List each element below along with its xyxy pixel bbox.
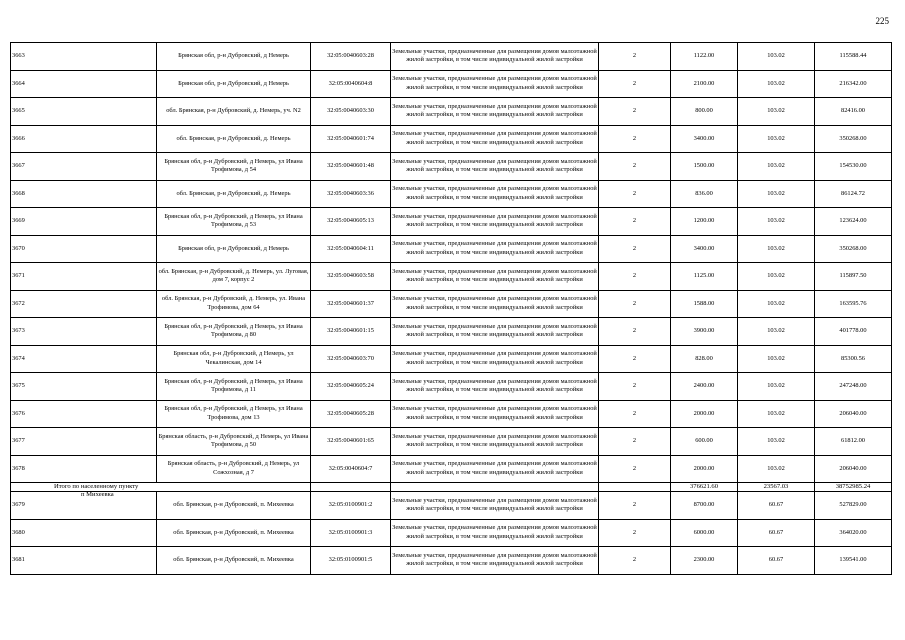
address-cell: Брянская обл, р-н Дубровский, д Немерь, ул Ивана Трофимова, д 80 (157, 318, 311, 346)
area-cell: 8700.00 (671, 492, 738, 520)
table-row (11, 519, 892, 547)
cadastral-number-cell: 32:05:0040603:58 (311, 263, 391, 291)
land-purpose-cell: Земельные участки, предназначенные для размещения домов малоэтажной жилой застройки, в том числе индивидуальной жилой застройки (391, 373, 599, 401)
table-row (11, 318, 892, 346)
specific-value-cell: 103.02 (738, 400, 815, 428)
total-empty-cell (311, 483, 391, 492)
address-cell: обл. Брянская, р-н Дубровский, д. Немерь (157, 125, 311, 153)
group-cell: 2 (599, 125, 671, 153)
area-cell: 600.00 (671, 428, 738, 456)
total-empty-cell (599, 483, 671, 492)
land-purpose-cell: Земельные участки, предназначенные для размещения домов малоэтажной жилой застройки, в том числе индивидуальной жилой застройки (391, 43, 599, 71)
row-number-cell: 3673 (11, 318, 157, 346)
address-cell: Брянская обл, р-н Дубровский, д Немерь, ул Ивана Трофимова, дом 13 (157, 400, 311, 428)
cadastral-value-cell: 86124.72 (815, 180, 892, 208)
land-purpose-cell: Земельные участки, предназначенные для размещения домов малоэтажной жилой застройки, в том числе индивидуальной жилой застройки (391, 318, 599, 346)
cadastral-value-cell: 216342.00 (815, 70, 892, 98)
specific-value-cell: 103.02 (738, 208, 815, 236)
cadastral-number-cell: 32:05:0040604:8 (311, 70, 391, 98)
area-cell: 3400.00 (671, 125, 738, 153)
land-purpose-cell: Земельные участки, предназначенные для размещения домов малоэтажной жилой застройки, в том числе индивидуальной жилой застройки (391, 125, 599, 153)
specific-value-cell: 103.02 (738, 373, 815, 401)
table-row (11, 98, 892, 126)
land-purpose-cell: Земельные участки, предназначенные для размещения домов малоэтажной жилой застройки, в том числе индивидуальной жилой застройки (391, 428, 599, 456)
row-number-cell: 3668 (11, 180, 157, 208)
total-label-cell (11, 483, 311, 492)
address-cell: Брянская обл, р-н Дубровский, д Немерь, ул Ивана Трофимова, д 53 (157, 208, 311, 236)
cadastral-number-cell: 32:05:0040603:36 (311, 180, 391, 208)
cadastral-number-cell: 32:05:0040605:24 (311, 373, 391, 401)
land-purpose-cell: Земельные участки, предназначенные для размещения домов малоэтажной жилой застройки, в том числе индивидуальной жилой застройки (391, 180, 599, 208)
group-cell: 2 (599, 290, 671, 318)
row-number-cell: 3666 (11, 125, 157, 153)
address-cell: обл. Брянская, р-н Дубровский, п. Михеевка (157, 492, 311, 520)
cadastral-number-cell: 32:05:0040605:13 (311, 208, 391, 236)
group-cell: 2 (599, 153, 671, 181)
row-number-cell: 3663 (11, 43, 157, 71)
area-cell: 3900.00 (671, 318, 738, 346)
address-cell: обл. Брянская, р-н Дубровский, д. Немерь, уч. N2 (157, 98, 311, 126)
area-cell: 3400.00 (671, 235, 738, 263)
area-cell: 2000.00 (671, 455, 738, 483)
table-row (11, 235, 892, 263)
address-cell: обл. Брянская, р-н Дубровский, п. Михеевка (157, 519, 311, 547)
table-row (11, 400, 892, 428)
address-cell: Брянская область, р-н Дубровский, д Немерь, ул Сожхозная, д 7 (157, 455, 311, 483)
cadastral-number-cell: 32:05:0100901:5 (311, 547, 391, 575)
specific-value-cell: 103.02 (738, 70, 815, 98)
address-cell: Брянская обл, р-н Дубровский, д Немерь (157, 43, 311, 71)
cadastral-number-cell: 32:05:0040601:15 (311, 318, 391, 346)
specific-value-cell: 60.67 (738, 519, 815, 547)
specific-value-cell: 103.02 (738, 153, 815, 181)
row-number-cell: 3671 (11, 263, 157, 291)
specific-value-cell: 103.02 (738, 345, 815, 373)
row-number-cell: 3678 (11, 455, 157, 483)
total-label: Итого по населенному пункту (54, 483, 139, 490)
group-cell: 2 (599, 400, 671, 428)
row-number-cell: 3680 (11, 519, 157, 547)
area-cell: 1200.00 (671, 208, 738, 236)
land-purpose-cell: Земельные участки, предназначенные для размещения домов малоэтажной жилой застройки, в том числе индивидуальной жилой застройки (391, 208, 599, 236)
group-cell: 2 (599, 455, 671, 483)
table-row (11, 373, 892, 401)
row-number-cell (11, 492, 157, 520)
cadastral-value-cell: 115588.44 (815, 43, 892, 71)
cadastral-value-cell: 154530.00 (815, 153, 892, 181)
address-cell: Брянская обл, р-н Дубровский, д Немерь (157, 70, 311, 98)
group-cell: 2 (599, 208, 671, 236)
land-purpose-cell: Земельные участки, предназначенные для размещения домов малоэтажной жилой застройки, в том числе индивидуальной жилой застройки (391, 400, 599, 428)
total-row (11, 483, 892, 492)
cadastral-value-cell: 139541.00 (815, 547, 892, 575)
area-cell: 1122.00 (671, 43, 738, 71)
total-rate-cell: 23567.03 (738, 483, 815, 492)
table-row (11, 43, 892, 71)
specific-value-cell: 103.02 (738, 98, 815, 126)
group-cell: 2 (599, 43, 671, 71)
cadastral-number-cell: 32:05:0040601:74 (311, 125, 391, 153)
row-number-cell: 3664 (11, 70, 157, 98)
table-row (11, 208, 892, 236)
cadastral-number-cell: 32:05:0040603:28 (311, 43, 391, 71)
address-cell: Брянская обл, р-н Дубровский, д Немерь, ул Ивана Трофимова, д 11 (157, 373, 311, 401)
group-cell: 2 (599, 428, 671, 456)
cadastral-number-cell: 32:05:0040603:70 (311, 345, 391, 373)
area-cell: 2400.00 (671, 373, 738, 401)
table-row (11, 263, 892, 291)
group-cell: 2 (599, 519, 671, 547)
cadastral-value-table (10, 42, 892, 575)
specific-value-cell: 103.02 (738, 180, 815, 208)
specific-value-cell: 103.02 (738, 235, 815, 263)
area-cell: 836.00 (671, 180, 738, 208)
specific-value-cell: 103.02 (738, 455, 815, 483)
area-cell: 1500.00 (671, 153, 738, 181)
area-cell: 2000.00 (671, 400, 738, 428)
specific-value-cell: 60.67 (738, 492, 815, 520)
cadastral-value-cell: 123624.00 (815, 208, 892, 236)
cadastral-value-cell: 85300.56 (815, 345, 892, 373)
area-cell: 2300.00 (671, 547, 738, 575)
table-row (11, 125, 892, 153)
address-cell: обл. Брянская, р-н Дубровский, п. Михеевка (157, 547, 311, 575)
table-row (11, 180, 892, 208)
table-row (11, 455, 892, 483)
group-cell: 2 (599, 98, 671, 126)
settlement-subheading: п Михеевка (81, 491, 114, 498)
land-purpose-cell: Земельные участки, предназначенные для размещения домов малоэтажной жилой застройки, в том числе индивидуальной жилой застройки (391, 345, 599, 373)
address-cell: обл. Брянская, р-н Дубровский, д. Немерь, ул. Луговая, дом 7, корпус 2 (157, 263, 311, 291)
row-number-cell: 3665 (11, 98, 157, 126)
cadastral-number-cell: 32:05:0040604:7 (311, 455, 391, 483)
land-purpose-cell: Земельные участки, предназначенные для размещения домов малоэтажной жилой застройки, в том числе индивидуальной жилой застройки (391, 235, 599, 263)
specific-value-cell: 103.02 (738, 318, 815, 346)
cadastral-number-cell: 32:05:0040603:30 (311, 98, 391, 126)
table-body (11, 43, 892, 575)
specific-value-cell: 60.67 (738, 547, 815, 575)
specific-value-cell: 103.02 (738, 125, 815, 153)
land-purpose-cell: Земельные участки, предназначенные для размещения домов малоэтажной жилой застройки, в том числе индивидуальной жилой застройки (391, 519, 599, 547)
total-empty-cell (391, 483, 599, 492)
land-purpose-cell: Земельные участки, предназначенные для размещения домов малоэтажной жилой застройки, в том числе индивидуальной жилой застройки (391, 263, 599, 291)
row-number-cell: 3669 (11, 208, 157, 236)
table-row (11, 345, 892, 373)
cadastral-number-cell: 32:05:0100901:3 (311, 519, 391, 547)
cadastral-value-cell: 82416.00 (815, 98, 892, 126)
group-cell: 2 (599, 318, 671, 346)
row-number-cell: 3670 (11, 235, 157, 263)
group-cell: 2 (599, 373, 671, 401)
group-cell: 2 (599, 235, 671, 263)
cadastral-value-cell: 163595.76 (815, 290, 892, 318)
land-purpose-cell: Земельные участки, предназначенные для размещения домов малоэтажной жилой застройки, в том числе индивидуальной жилой застройки (391, 547, 599, 575)
address-cell: Брянская область, р-н Дубровский, д Немерь, ул Ивана Трофимова, д 50 (157, 428, 311, 456)
row-number: 3679 (12, 501, 25, 509)
area-cell: 800.00 (671, 98, 738, 126)
address-cell: обл. Брянская, р-н Дубровский, д. Немерь, ул. Ивана Трофимова, дом 64 (157, 290, 311, 318)
area-cell: 1588.00 (671, 290, 738, 318)
cadastral-number-cell: 32:05:0040604:11 (311, 235, 391, 263)
specific-value-cell: 103.02 (738, 428, 815, 456)
group-cell: 2 (599, 547, 671, 575)
land-purpose-cell: Земельные участки, предназначенные для размещения домов малоэтажной жилой застройки, в том числе индивидуальной жилой застройки (391, 455, 599, 483)
total-value-cell: 38752985.24 (815, 483, 892, 492)
specific-value-cell: 103.02 (738, 263, 815, 291)
cadastral-value-cell: 350268.00 (815, 125, 892, 153)
land-purpose-cell: Земельные участки, предназначенные для размещения домов малоэтажной жилой застройки, в том числе индивидуальной жилой застройки (391, 492, 599, 520)
land-purpose-cell: Земельные участки, предназначенные для размещения домов малоэтажной жилой застройки, в том числе индивидуальной жилой застройки (391, 70, 599, 98)
total-area-cell: 376621.60 (671, 483, 738, 492)
group-cell: 2 (599, 70, 671, 98)
cadastral-value-cell: 206040.00 (815, 400, 892, 428)
group-cell: 2 (599, 492, 671, 520)
address-cell: Брянская обл, р-н Дубровский, д Немерь, ул Чекалинская, дом 14 (157, 345, 311, 373)
area-cell: 6000.00 (671, 519, 738, 547)
table-row (11, 70, 892, 98)
cadastral-number-cell: 32:05:0040601:37 (311, 290, 391, 318)
row-number-cell: 3672 (11, 290, 157, 318)
address-cell: Брянская обл, р-н Дубровский, д Немерь (157, 235, 311, 263)
cadastral-number-cell: 32:05:0100901:2 (311, 492, 391, 520)
cadastral-value-cell: 61812.00 (815, 428, 892, 456)
address-cell: обл. Брянская, р-н Дубровский, д. Немерь (157, 180, 311, 208)
cadastral-number-cell: 32:05:0040601:48 (311, 153, 391, 181)
cadastral-value-cell: 364020.00 (815, 519, 892, 547)
cadastral-value-cell: 247248.00 (815, 373, 892, 401)
land-purpose-cell: Земельные участки, предназначенные для размещения домов малоэтажной жилой застройки, в том числе индивидуальной жилой застройки (391, 290, 599, 318)
cadastral-number-cell: 32:05:0040601:65 (311, 428, 391, 456)
group-cell: 2 (599, 263, 671, 291)
row-number-cell: 3667 (11, 153, 157, 181)
row-number-cell: 3677 (11, 428, 157, 456)
row-number-cell: 3681 (11, 547, 157, 575)
cadastral-value-cell: 115897.50 (815, 263, 892, 291)
cadastral-value-cell: 401778.00 (815, 318, 892, 346)
group-cell: 2 (599, 345, 671, 373)
row-number-cell: 3674 (11, 345, 157, 373)
area-cell: 1125.00 (671, 263, 738, 291)
table-row (11, 428, 892, 456)
land-purpose-cell: Земельные участки, предназначенные для размещения домов малоэтажной жилой застройки, в том числе индивидуальной жилой застройки (391, 98, 599, 126)
row-number-cell: 3676 (11, 400, 157, 428)
area-cell: 2100.00 (671, 70, 738, 98)
cadastral-value-cell: 206040.00 (815, 455, 892, 483)
page-number: 225 (875, 16, 889, 26)
land-purpose-cell: Земельные участки, предназначенные для размещения домов малоэтажной жилой застройки, в том числе индивидуальной жилой застройки (391, 153, 599, 181)
table-row (11, 153, 892, 181)
table-row (11, 290, 892, 318)
row-number-cell: 3675 (11, 373, 157, 401)
specific-value-cell: 103.02 (738, 290, 815, 318)
address-cell: Брянская обл, р-н Дубровский, д Немерь, ул Ивана Трофимова, д 54 (157, 153, 311, 181)
cadastral-value-cell: 350268.00 (815, 235, 892, 263)
table-row (11, 547, 892, 575)
cadastral-number-cell: 32:05:0040605:28 (311, 400, 391, 428)
group-cell: 2 (599, 180, 671, 208)
cadastral-value-cell: 527829.00 (815, 492, 892, 520)
table-row (11, 492, 892, 520)
area-cell: 828.00 (671, 345, 738, 373)
specific-value-cell: 103.02 (738, 43, 815, 71)
